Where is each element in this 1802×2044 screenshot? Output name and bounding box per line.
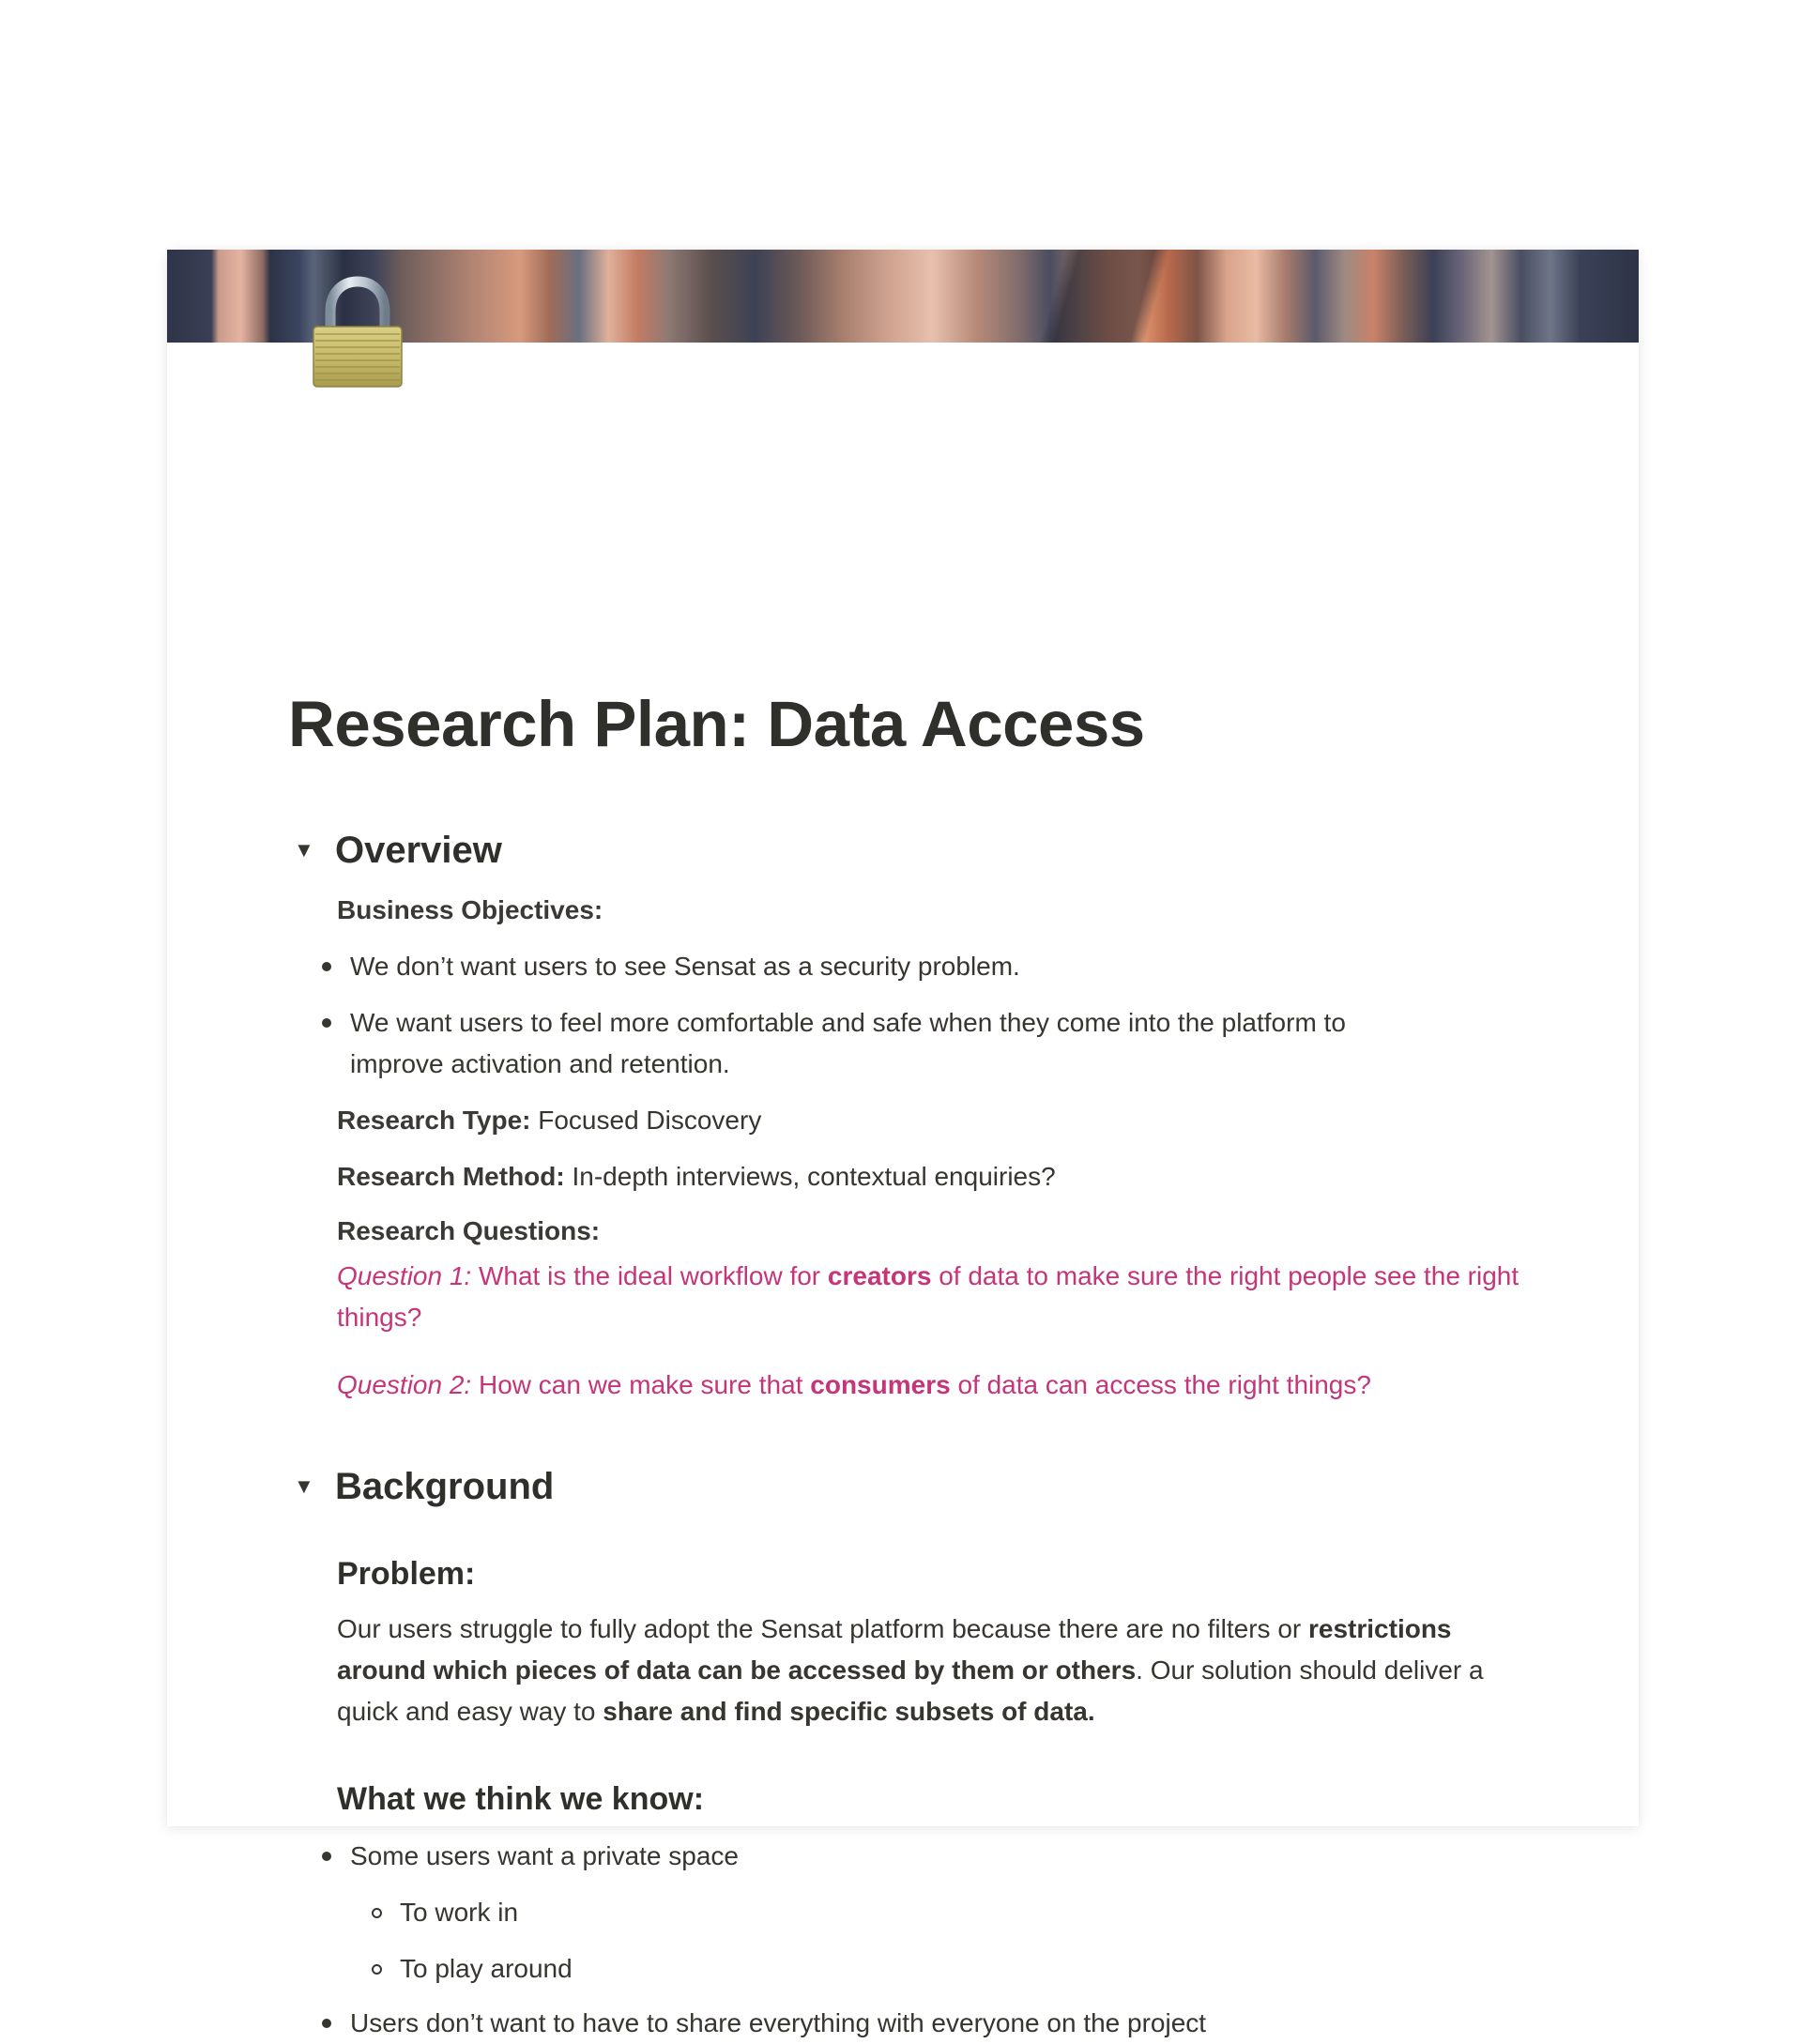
research-type-label: Research Type: [337,1106,531,1135]
know-item-text: To play around [400,1954,573,1983]
bullet-dot-icon [322,1852,331,1861]
question-1-bold: creators [827,1261,932,1290]
research-type-line[interactable] [337,1100,761,1141]
question-2[interactable] [337,1365,1519,1406]
list-item[interactable] [350,1836,1439,1877]
bullet-circle-icon [372,1908,382,1918]
question-2-bold: consumers [810,1370,951,1399]
problem-text-2: . Our solution should deliver a quick and easy way to [337,1655,1484,1726]
problem-heading[interactable]: Problem: [337,1556,476,1592]
research-method-value: In-depth interviews, contextual enquiries? [572,1162,1056,1191]
problem-bold-2: share and find specific subsets of data. [603,1697,1095,1726]
list-item[interactable] [400,1892,1489,1933]
what-we-know-heading[interactable]: What we think we know: [337,1781,705,1817]
page-card [167,250,1639,2037]
question-1-label: Question 1: [337,1261,472,1290]
question-1[interactable] [337,1256,1519,1338]
question-1-pre: What is the ideal workflow for [478,1261,821,1290]
list-item[interactable] [350,2003,1439,2044]
question-2-pre: How can we make sure that [478,1370,803,1399]
list-item[interactable] [350,1002,1439,1085]
problem-text-1: Our users struggle to fully adopt the Sensat platform because there are no filters or [337,1614,1302,1643]
bullet-dot-icon [322,2019,331,2028]
question-2-post: of data can access the right things? [957,1370,1371,1399]
question-2-label: Question 2: [337,1370,472,1399]
overview-heading[interactable]: Overview [335,830,502,871]
know-item-text: Some users want a private space [350,1841,739,1870]
problem-paragraph[interactable] [337,1609,1501,1732]
background-heading[interactable]: Background [335,1466,555,1507]
list-item[interactable] [400,1948,1489,1990]
problem-bold-1: restrictions around which pieces of data can be accessed by them or others [337,1614,1452,1685]
question-1-post: of data to make sure the right people see the right things? [337,1261,1519,1332]
research-type-value: Focused Discovery [538,1106,762,1135]
list-item[interactable] [350,946,1439,987]
research-questions-label: Research Questions: [337,1216,601,1245]
research-method-line[interactable] [337,1156,1056,1197]
objective-text: We don’t want users to see Sensat as a security problem. [350,952,1020,981]
research-method-label: Research Method: [337,1162,565,1191]
triangle-down-icon[interactable]: ▼ [294,838,314,862]
bullet-circle-icon [372,1964,382,1975]
bullet-dot-icon [322,962,331,971]
know-item-text: To work in [400,1898,519,1927]
lock-icon[interactable] [306,278,409,390]
objective-text: We want users to feel more comfortable and safe when they come into the platform to improve activation and retention. [350,1008,1346,1078]
business-objectives-label: Business Objectives: [337,895,603,924]
page-title[interactable]: Research Plan: Data Access [288,688,1145,760]
know-item-text: Users don’t want to have to share everything with everyone on the project [350,2008,1207,2037]
triangle-down-icon[interactable]: ▼ [294,1474,314,1498]
bullet-dot-icon [322,1018,331,1028]
